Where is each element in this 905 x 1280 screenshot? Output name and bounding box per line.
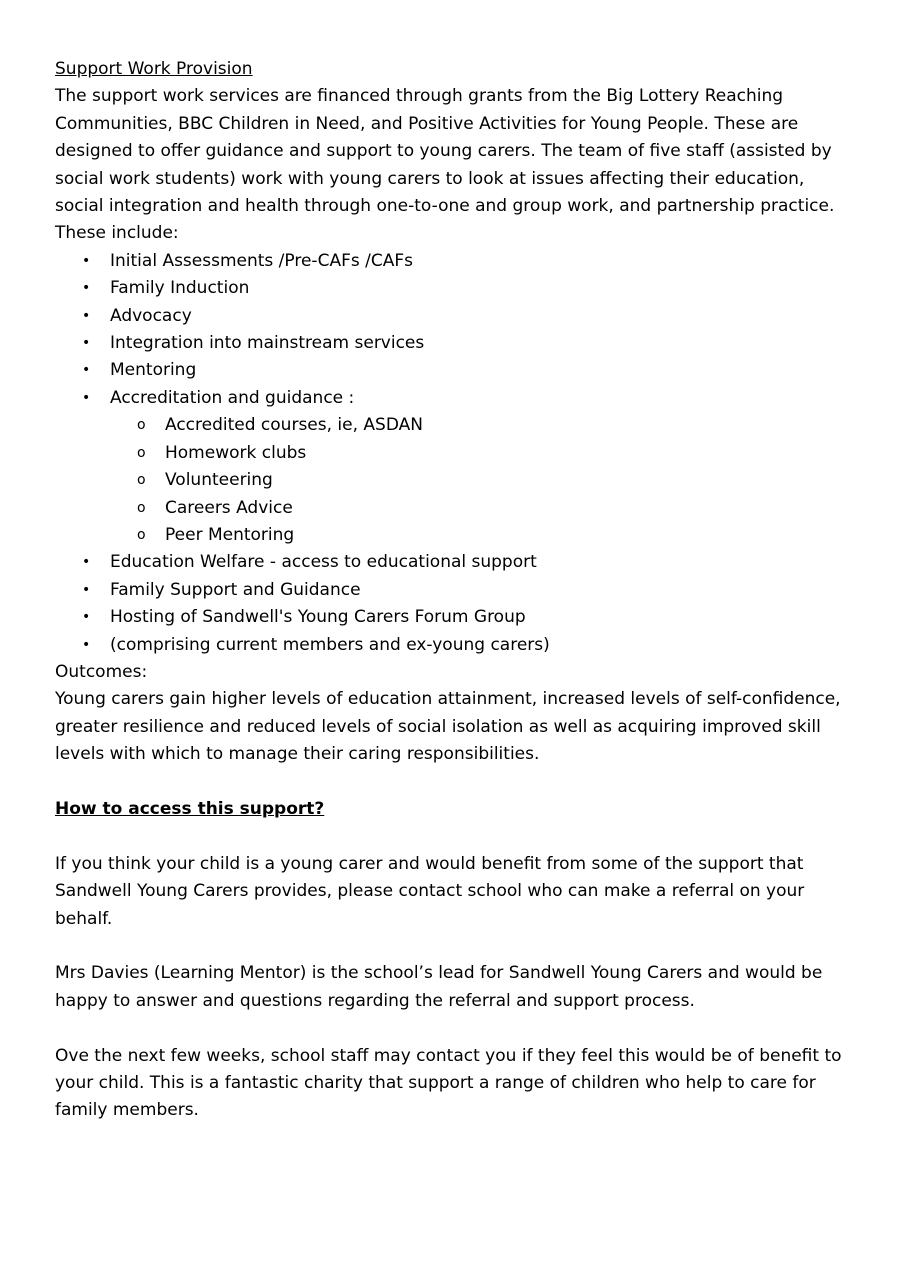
bullet-icon: •	[82, 280, 91, 297]
bullet-icon: •	[82, 636, 91, 653]
bullet-icon: •	[82, 554, 91, 571]
circle-bullet-icon: o	[137, 472, 146, 489]
spacer	[55, 769, 855, 796]
outcomes-label: Outcomes:	[55, 661, 148, 682]
section-heading-access-support: How to access this support?	[55, 798, 325, 819]
list-item	[55, 330, 855, 357]
list-item-text: Initial Assessments /Pre-CAFs /CAFs	[110, 250, 413, 271]
sub-list-item	[55, 467, 855, 494]
list-item	[55, 549, 855, 576]
list-item-text: Hosting of Sandwell's Young Carers Forum Group	[110, 607, 526, 628]
sub-list-item-text: Homework clubs	[165, 442, 307, 463]
bullet-icon: •	[82, 609, 91, 626]
spacer	[55, 1015, 855, 1042]
section-heading-support-work: Support Work Provision	[55, 59, 253, 79]
circle-bullet-icon: o	[137, 417, 146, 434]
list-item-text: Integration into mainstream services	[110, 333, 425, 354]
list-item	[55, 385, 855, 549]
sub-list-item	[55, 440, 855, 467]
bullet-icon: •	[82, 307, 91, 324]
spacer	[55, 933, 855, 960]
list-item	[55, 357, 855, 384]
sub-list-item	[55, 412, 855, 439]
list-item-text: (comprising current members and ex-young carers)	[110, 634, 550, 655]
list-item	[55, 248, 855, 275]
list-item-text: Mentoring	[110, 360, 197, 381]
sub-list-item-text: Careers Advice	[165, 497, 293, 518]
list-item-text: Family Support and Guidance	[110, 579, 361, 600]
sub-list-item-text: Accredited courses, ie, ASDAN	[165, 415, 423, 436]
sub-list-item	[55, 495, 855, 522]
list-item	[55, 303, 855, 330]
list-item-text: Accreditation and guidance :	[110, 387, 355, 408]
sub-list-item	[55, 522, 855, 549]
circle-bullet-icon: o	[137, 444, 146, 461]
list-item	[55, 275, 855, 302]
sub-list-item-text: Peer Mentoring	[165, 524, 295, 545]
sub-list-item-text: Volunteering	[165, 470, 273, 491]
accreditation-sublist	[110, 412, 855, 549]
list-item-text: Advocacy	[110, 305, 192, 326]
access-paragraph-staff-contact: Ove the next few weeks, school staff may contact you if they feel this would be of benefit to your child. This is a fantastic charity that support a range of children who help to care for family members.	[55, 1045, 842, 1121]
list-item	[55, 604, 855, 631]
bullet-icon: •	[82, 581, 91, 598]
intro-paragraph: The support work services are financed through grants from the Big Lottery Reaching Communities, BBC Children in Need, and Positive Activities for Young People. These are designed to offer guidance and support to young carers. The team of five staff (assisted by social work students) work with young carers to look at issues affecting their education, social integration and health through one-to-one and group work, and partnership practice. These include:	[55, 86, 835, 244]
spacer	[55, 823, 855, 850]
circle-bullet-icon: o	[137, 499, 146, 516]
circle-bullet-icon: o	[137, 526, 146, 543]
list-item	[55, 577, 855, 604]
bullet-icon: •	[82, 335, 91, 352]
list-item-text: Education Welfare - access to educational support	[110, 552, 537, 573]
document-page	[55, 56, 855, 1125]
bullet-icon: •	[82, 362, 91, 379]
access-paragraph-lead-contact: Mrs Davies (Learning Mentor) is the school’s lead for Sandwell Young Carers and would be happy to answer and questions regarding the referral and support process.	[55, 963, 823, 1011]
bullet-icon: •	[82, 389, 91, 406]
outcomes-paragraph: Young carers gain higher levels of education attainment, increased levels of self-confidence, greater resilience and reduced levels of social isolation as well as acquiring improved skill levels with which to manage their caring responsibilities.	[55, 689, 841, 765]
list-item-text: Family Induction	[110, 278, 250, 299]
access-paragraph-referral: If you think your child is a young carer and would benefit from some of the support that Sandwell Young Carers provides, please contact school who can make a referral on your behalf.	[55, 853, 805, 929]
list-item	[55, 632, 855, 659]
services-list	[55, 248, 855, 659]
bullet-icon: •	[82, 252, 91, 269]
